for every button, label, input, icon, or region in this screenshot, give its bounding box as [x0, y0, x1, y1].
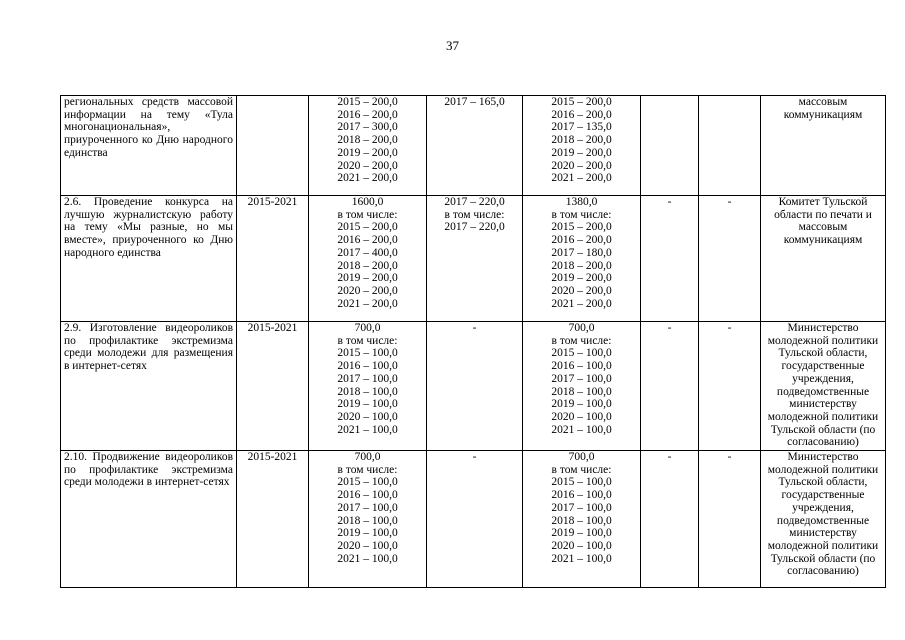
regional-funding-cell-line: в том числе:: [551, 208, 612, 221]
total-funding-cell-line: в том числе:: [337, 334, 398, 347]
local-funding-cell: [641, 196, 699, 322]
regional-funding-cell-line: 2017 – 180,0: [551, 246, 612, 259]
total-funding-cell: [309, 96, 427, 196]
total-funding-cell-line: 2015 – 200,0: [337, 96, 398, 108]
regional-funding-cell-line: 2017 – 100,0: [551, 372, 612, 385]
total-funding-cell-line: 700,0: [354, 322, 381, 334]
activity-name-cell: [61, 196, 237, 322]
regional-funding-cell-line: 2021 – 200,0: [551, 172, 612, 185]
total-funding-cell: [309, 196, 427, 322]
executor-cell: [761, 451, 886, 588]
total-funding-cell-line: 2019 – 200,0: [337, 146, 398, 159]
table-row: [61, 196, 886, 322]
total-funding-cell-line: 2021 – 100,0: [337, 552, 398, 565]
total-funding-cell-line: 2016 – 100,0: [337, 360, 398, 373]
federal-funding-cell: [427, 196, 523, 322]
period-cell: [237, 96, 309, 196]
regional-funding-cell-line: 2018 – 200,0: [551, 259, 612, 272]
total-funding-cell-line: 2016 – 200,0: [337, 108, 398, 121]
regional-funding-cell-line: 2018 – 100,0: [551, 385, 612, 398]
federal-funding-cell-line: 2017 – 165,0: [444, 96, 505, 108]
total-funding-cell-line: 2021 – 100,0: [337, 423, 398, 436]
total-funding-cell-line: в том числе:: [337, 208, 398, 221]
total-funding-cell-line: в том числе:: [337, 463, 398, 476]
extra-funding-cell: [699, 451, 761, 588]
page-number: 37: [446, 38, 459, 53]
period-cell: [237, 322, 309, 451]
activity-name-cell: [61, 451, 237, 588]
local-funding-cell-text: -: [667, 196, 672, 208]
regional-funding-cell-line: 700,0: [568, 322, 595, 334]
total-funding-cell-line: 2019 – 200,0: [337, 272, 398, 285]
regional-funding-cell-line: 2017 – 135,0: [551, 121, 612, 134]
executor-cell: [761, 322, 886, 451]
local-funding-cell: [641, 322, 699, 451]
extra-funding-cell-text: -: [727, 196, 732, 208]
total-funding-cell-line: 2017 – 100,0: [337, 501, 398, 514]
regional-funding-cell-line: 2015 – 200,0: [551, 96, 612, 108]
local-funding-cell: [641, 451, 699, 588]
total-funding-cell-line: 2017 – 100,0: [337, 372, 398, 385]
total-funding-cell-line: 2020 – 100,0: [337, 539, 398, 552]
federal-funding-cell: [427, 322, 523, 451]
period-cell: [237, 451, 309, 588]
total-funding-cell-line: 2016 – 200,0: [337, 234, 398, 247]
regional-funding-cell-line: 2020 – 100,0: [551, 539, 612, 552]
total-funding-cell-line: 2019 – 100,0: [337, 527, 398, 540]
regional-funding-cell: [523, 322, 641, 451]
federal-funding-cell-line: 2017 – 220,0: [444, 221, 505, 234]
regional-funding-cell-line: 2019 – 100,0: [551, 527, 612, 540]
federal-funding-cell-line: -: [472, 451, 477, 463]
total-funding-cell-line: 2017 – 300,0: [337, 121, 398, 134]
period-cell-text: 2015-2021: [247, 451, 298, 463]
regional-funding-cell-line: в том числе:: [551, 334, 612, 347]
total-funding-cell-line: 2015 – 200,0: [337, 221, 398, 234]
activity-name-cell: [61, 322, 237, 451]
total-funding-cell-line: 2018 – 100,0: [337, 514, 398, 527]
executor-cell-text: Министерство молодежной политики Тульской области, государственные учреждения, подведомственные министерству молодежной политики Тульской области (по согласованию): [767, 451, 879, 578]
total-funding-cell-line: 2015 – 100,0: [337, 347, 398, 360]
activity-name-cell-text: 2.10. Продвижение видеороликов по профилактике экстремизма среди молодежи в интернет-сетях: [64, 451, 233, 489]
extra-funding-cell: [699, 322, 761, 451]
total-funding-cell-line: 2018 – 200,0: [337, 259, 398, 272]
regional-funding-cell-line: 1380,0: [565, 196, 598, 208]
total-funding-cell: [309, 451, 427, 588]
table-row: [61, 96, 886, 196]
regional-funding-cell-line: 2016 – 200,0: [551, 108, 612, 121]
regional-funding-cell-line: 2015 – 100,0: [551, 347, 612, 360]
regional-funding-cell-line: 2019 – 200,0: [551, 146, 612, 159]
total-funding-cell-line: 700,0: [354, 451, 381, 463]
regional-funding-cell-line: 2020 – 100,0: [551, 410, 612, 423]
total-funding-cell-line: 2017 – 400,0: [337, 246, 398, 259]
regional-funding-cell: [523, 451, 641, 588]
executor-cell-text: Министерство молодежной политики Тульской области, государственные учреждения, подведомственные министерству молодежной политики Тульской области (по согласованию): [767, 322, 879, 449]
regional-funding-cell-line: 2021 – 200,0: [551, 297, 612, 310]
local-funding-cell-text: -: [667, 451, 672, 463]
total-funding-cell-line: 2018 – 200,0: [337, 134, 398, 147]
regional-funding-cell-line: 2016 – 100,0: [551, 360, 612, 373]
total-funding-cell-line: 2015 – 100,0: [337, 476, 398, 489]
regional-funding-cell-line: 2019 – 200,0: [551, 272, 612, 285]
regional-funding-cell-line: 2020 – 200,0: [551, 159, 612, 172]
local-funding-cell-text: -: [667, 322, 672, 334]
executor-cell: [761, 196, 886, 322]
program-table: [60, 95, 886, 588]
regional-funding-cell-line: 2017 – 100,0: [551, 501, 612, 514]
table-row: [61, 451, 886, 588]
extra-funding-cell: [699, 196, 761, 322]
regional-funding-cell-line: 2015 – 100,0: [551, 476, 612, 489]
total-funding-cell-line: 2021 – 200,0: [337, 172, 398, 185]
executor-cell: [761, 96, 886, 196]
total-funding-cell-line: 2018 – 100,0: [337, 385, 398, 398]
federal-funding-cell-line: 2017 – 220,0: [444, 196, 505, 208]
executor-cell-text: массовым коммуникациям: [783, 96, 863, 121]
regional-funding-cell-line: 2021 – 100,0: [551, 552, 612, 565]
total-funding-cell-line: 2021 – 200,0: [337, 297, 398, 310]
federal-funding-cell: [427, 96, 523, 196]
federal-funding-cell-line: -: [472, 322, 477, 334]
regional-funding-cell-line: 2015 – 200,0: [551, 221, 612, 234]
regional-funding-cell-line: 2016 – 100,0: [551, 489, 612, 502]
activity-name-cell-text: 2.9. Изготовление видеороликов по профилактике экстремизма среди молодежи для размещения в интернет-сетях: [64, 322, 233, 373]
federal-funding-cell: [427, 451, 523, 588]
total-funding-cell-line: 2019 – 100,0: [337, 398, 398, 411]
regional-funding-cell-line: 2016 – 200,0: [551, 234, 612, 247]
federal-funding-cell-line: в том числе:: [444, 208, 505, 221]
activity-name-cell-text: 2.6. Проведение конкурса на лучшую журналистскую работу на тему «Мы разные, но мы вместе», приуроченного ко Дню народного единства: [64, 196, 233, 259]
period-cell: [237, 196, 309, 322]
total-funding-cell-line: 2020 – 100,0: [337, 410, 398, 423]
period-cell-text: 2015-2021: [247, 322, 298, 334]
total-funding-cell-line: 1600,0: [351, 196, 384, 208]
total-funding-cell-line: 2016 – 100,0: [337, 489, 398, 502]
regional-funding-cell: [523, 96, 641, 196]
extra-funding-cell-text: -: [727, 451, 732, 463]
local-funding-cell: [641, 96, 699, 196]
regional-funding-cell-line: 700,0: [568, 451, 595, 463]
activity-name-cell-text: региональных средств массовой информации на тему «Тула многонациональная», приуроченного ко Дню народного единства: [64, 96, 233, 159]
period-cell-text: 2015-2021: [247, 196, 298, 208]
regional-funding-cell-line: 2021 – 100,0: [551, 423, 612, 436]
total-funding-cell-line: 2020 – 200,0: [337, 159, 398, 172]
regional-funding-cell-line: в том числе:: [551, 463, 612, 476]
total-funding-cell-line: 2020 – 200,0: [337, 284, 398, 297]
executor-cell-text: Комитет Тульской области по печати и массовым коммуникациям: [774, 196, 872, 247]
total-funding-cell: [309, 322, 427, 451]
regional-funding-cell-line: 2018 – 100,0: [551, 514, 612, 527]
extra-funding-cell: [699, 96, 761, 196]
activity-name-cell: [61, 96, 237, 196]
regional-funding-cell-line: 2018 – 200,0: [551, 134, 612, 147]
regional-funding-cell: [523, 196, 641, 322]
regional-funding-cell-line: 2020 – 200,0: [551, 284, 612, 297]
extra-funding-cell-text: -: [727, 322, 732, 334]
table-row: [61, 322, 886, 451]
regional-funding-cell-line: 2019 – 100,0: [551, 398, 612, 411]
